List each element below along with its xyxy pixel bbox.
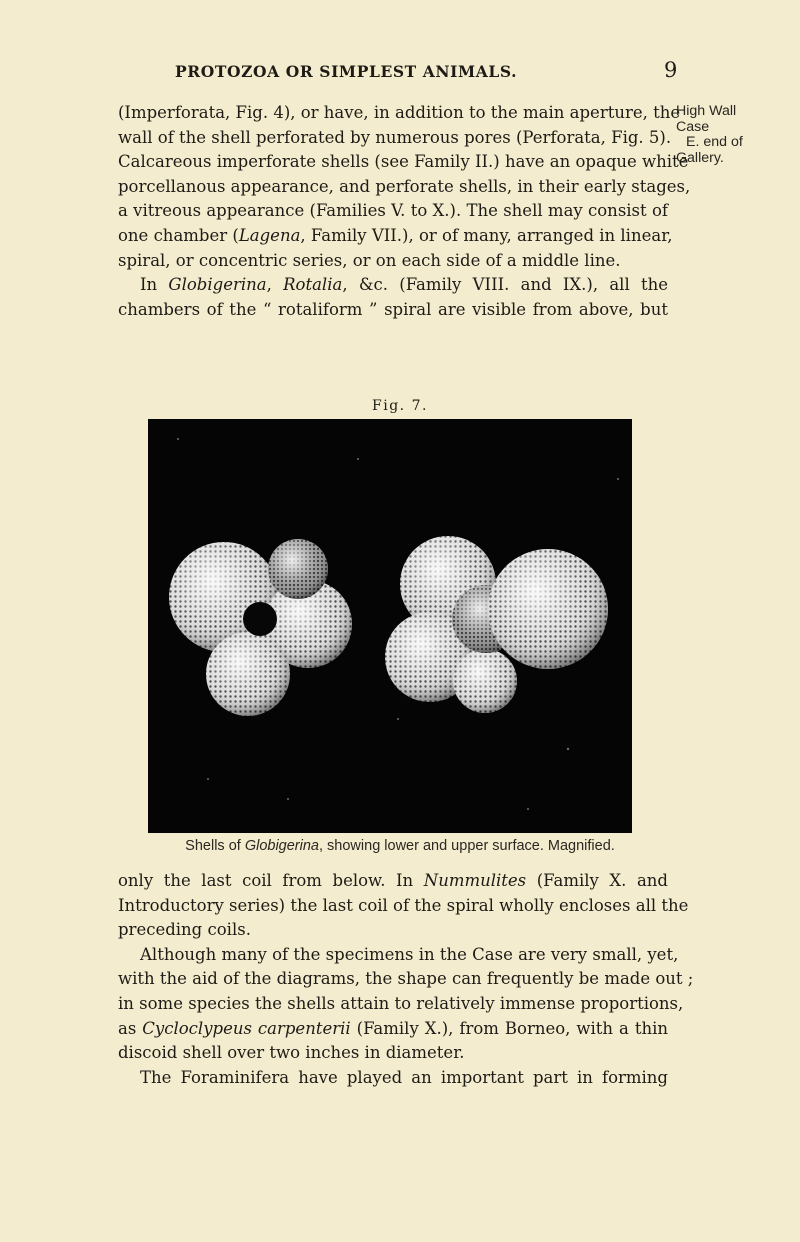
running-title: PROTOZOA OR SIMPLEST ANIMALS.	[175, 62, 518, 81]
genus-name: Globigerina	[168, 275, 267, 295]
text-line: chambers of the “ rotaliform ” spiral are visible from above, but	[118, 299, 668, 319]
margin-note-line: High Wall	[676, 103, 737, 119]
text-line	[118, 224, 673, 249]
text-run: (Family X.), from Borneo, with a thin	[350, 1018, 668, 1038]
text-line: Calcareous imperforate shells (see Family II.) have an opaque white	[118, 152, 689, 172]
globigerina-illustration	[148, 419, 632, 833]
text-line: porcellanous appearance, and perforate shells, in their early stages,	[118, 176, 691, 196]
text-run: (Family X. and	[526, 871, 668, 890]
text-line: a vitreous appearance (Families V. to X.). The shell may consist of	[118, 201, 668, 221]
text-run: as	[118, 1018, 143, 1038]
text-line	[118, 1017, 668, 1042]
text-line: spiral, or concentric series, or on each side of a middle line.	[118, 250, 621, 270]
text-line	[118, 869, 668, 894]
margin-note-location	[676, 104, 796, 166]
text-run: only the last coil from below. In	[118, 871, 424, 890]
text-run: In	[140, 275, 169, 295]
caption-text: , showing lower and upper surface. Magnified.	[319, 838, 615, 854]
genus-name: Lagena	[238, 225, 301, 245]
text-run: ,	[266, 275, 284, 295]
figure-caption	[0, 838, 800, 854]
text-run: , &c. (Family VIII. and IX.), all the	[342, 275, 669, 295]
page-number: 9	[664, 58, 678, 82]
text-line: Introductory series) the last coil of the spiral wholly encloses all the	[118, 895, 689, 915]
figure-label: Fig. 7.	[372, 398, 428, 414]
shell-lower-surface	[169, 539, 352, 716]
text-line: discoid shell over two inches in diameter.	[118, 1043, 465, 1063]
caption-text: Shells of	[185, 838, 245, 854]
figure-plate	[148, 419, 632, 833]
text-run: , Family VII.), or of many, arranged in linear,	[300, 225, 673, 245]
caption-genus: Globigerina	[244, 838, 319, 854]
text-line: wall of the shell perforated by numerous pores (Perforata, Fig. 5).	[118, 127, 672, 147]
paragraph-1	[118, 101, 691, 322]
species-name: Cycloclypeus carpenterii	[142, 1018, 351, 1038]
text-line: (Imperforata, Fig. 4), or have, in addition to the main aperture, the	[118, 103, 681, 122]
text-run: one chamber (	[118, 225, 239, 245]
text-line: preceding coils.	[118, 920, 251, 940]
text-line: in some species the shells attain to relatively immense proportions,	[118, 993, 684, 1013]
text-line: with the aid of the diagrams, the shape can frequently be made out ;	[118, 969, 694, 989]
text-line: Although many of the specimens in the Case are very small, yet,	[140, 944, 679, 964]
text-line	[118, 273, 668, 298]
genus-name: Rotalia	[283, 275, 343, 295]
margin-note-line: Case	[676, 118, 710, 135]
genus-name: Nummulites	[423, 871, 527, 890]
paragraph-2-4	[118, 869, 694, 1090]
margin-note-line: E. end of	[686, 134, 743, 151]
text-line: The Foraminifera have played an important part in forming	[140, 1067, 668, 1087]
shell-upper-surface	[385, 536, 608, 713]
margin-note-line: Gallery.	[676, 149, 724, 166]
